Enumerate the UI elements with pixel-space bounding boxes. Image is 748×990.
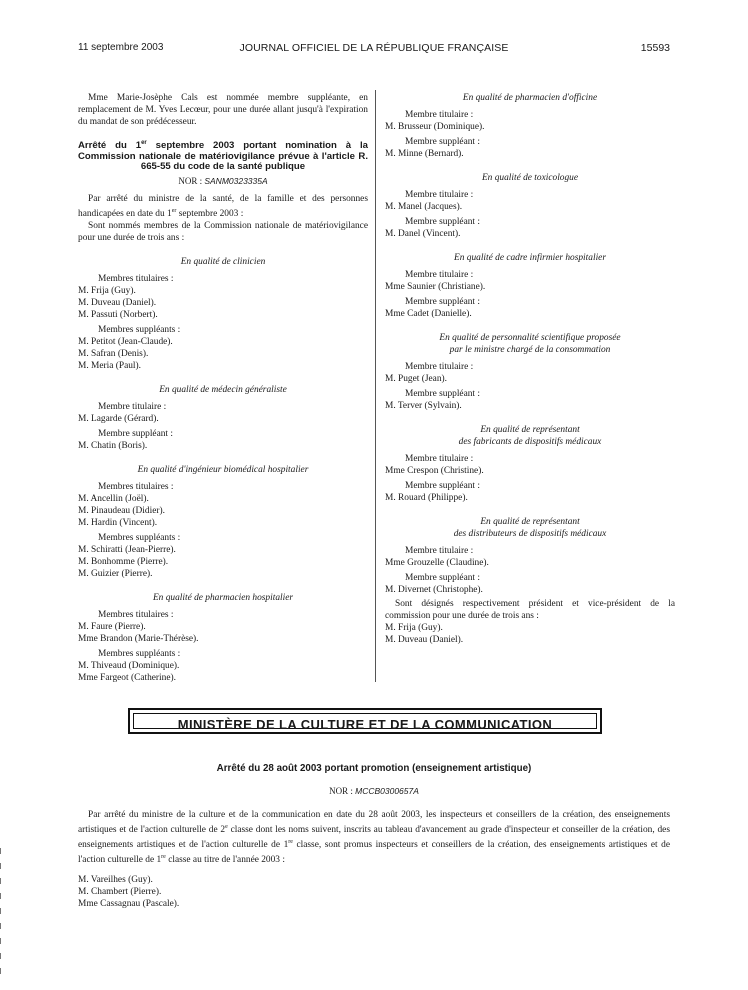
role-label: Membres suppléants : (98, 324, 181, 335)
member-name: M. Manel (Jacques). (385, 202, 463, 212)
closing-names (385, 622, 675, 646)
member-name: M. Thiveaud (Dominique). (78, 660, 180, 671)
section-heading: En qualité de clinicien (180, 256, 266, 267)
role-label: Membre titulaire : (405, 454, 474, 464)
bottom-nor-code: MCCB0300657A (355, 786, 419, 796)
page-header (78, 42, 670, 56)
ministry-banner (128, 708, 602, 734)
member-name: M. Hardin (Vincent). (78, 517, 158, 528)
member-name: Mme Fargeot (Catherine). (78, 672, 176, 683)
member-name: Mme Crespon (Christine). (385, 466, 484, 476)
column-divider (375, 90, 376, 682)
role-label: Membre titulaire : (405, 546, 474, 556)
role-label: Membre suppléant : (405, 137, 480, 147)
section-block (78, 592, 368, 684)
role-label: Membre titulaire : (405, 362, 474, 372)
bottom-nor-line (78, 785, 670, 797)
role-label: Membre suppléant : (405, 481, 480, 491)
role-label: Membre titulaire : (405, 110, 474, 120)
role-label: Membre suppléant : (405, 217, 480, 227)
member-name: M. Duveau (Daniel). (385, 635, 464, 645)
header-date: 11 septembre 2003 (78, 42, 164, 53)
promotion-text-a: Par arrêté du ministre de la culture et de la communication en date du 28 août 2003, les inspecteurs et conseillers de la création, des enseignements artistiques et de l'action culturelle de 2 (78, 810, 670, 836)
member-name: M. Petitot (Jean-Claude). (78, 336, 173, 347)
section-heading: En qualité d'ingénieur biomédical hospitalier (137, 464, 309, 475)
section-heading: En qualité de représentant (480, 517, 580, 527)
role-label: Membres titulaires : (98, 609, 174, 620)
promoted-name: M. Chambert (Pierre). (78, 887, 162, 898)
member-name: M. Minne (Bernard). (385, 149, 464, 159)
member-name: M. Puget (Jean). (385, 374, 447, 384)
member-name: M. Danel (Vincent). (385, 229, 461, 239)
member-name: M. Brusseur (Dominique). (385, 122, 485, 132)
member-name: Mme Grouzelle (Claudine). (385, 558, 489, 568)
nomination-paragraph: Sont nommés membres de la Commission nationale de matériovigilance pour une durée de trois ans : (78, 220, 368, 243)
role-label: Membres titulaires : (98, 273, 174, 284)
decree-text-a: Par arrêté du ministre de la santé, de la famille et des personnes handicapées en date du 1 (78, 193, 368, 219)
section-block (385, 172, 675, 240)
promotion-paragraph (78, 809, 670, 866)
member-name: M. Lagarde (Gérard). (78, 413, 159, 424)
role-label: Membres suppléants : (98, 532, 181, 543)
arrete-title (78, 138, 368, 173)
section-block (385, 332, 675, 412)
left-column (78, 92, 368, 684)
member-name: M. Pinaudeau (Didier). (78, 505, 165, 516)
member-name: M. Divernet (Christophe). (385, 585, 483, 595)
bottom-arrete-title: Arrêté du 28 août 2003 portant promotion (enseignement artistique) (216, 763, 532, 774)
section-heading: des distributeurs de dispositifs médicaux (453, 529, 607, 539)
intro-paragraph: Mme Marie-Josèphe Cals est nommée membre suppléante, en remplacement de M. Yves Lecœur, pour une durée allant jusqu'à l'expiration du mandat de son prédécesseur. (78, 93, 368, 127)
member-name: Mme Cadet (Danielle). (385, 309, 472, 319)
arrete-title-sup: er (141, 140, 147, 146)
role-label: Membres suppléants : (98, 648, 181, 659)
arrete-title-part2: septembre 2003 portant nomination à la Commission nationale de matériovigilance prévue à l'article R. 665-55 du code de la santé publique (78, 140, 368, 173)
member-name: M. Rouard (Philippe). (385, 493, 468, 503)
section-block (78, 464, 368, 580)
section-heading: En qualité de médecin généraliste (159, 384, 287, 395)
section-heading: En qualité de pharmacien hospitalier (152, 592, 294, 603)
bottom-nor-label: NOR : (329, 786, 356, 796)
member-name: Mme Brandon (Marie-Thérèse). (78, 633, 199, 644)
role-label: Membre suppléant : (98, 428, 173, 439)
section-heading: par le ministre chargé de la consommation (449, 345, 611, 355)
role-label: Membre suppléant : (405, 389, 480, 399)
promoted-name: M. Vareilhes (Guy). (78, 875, 153, 886)
member-name: M. Bonhomme (Pierre). (78, 556, 169, 567)
page-number: 15593 (640, 42, 670, 54)
scan-margin-marks (0, 848, 2, 983)
role-label: Membre titulaire : (405, 190, 474, 200)
role-label: Membres titulaires : (98, 481, 174, 492)
ministry-title: MINISTÈRE DE LA CULTURE ET DE LA COMMUNICATION (177, 717, 553, 732)
promotion-text-b: classe dont les noms suivent, inscrits au tableau d'avancement au grade d'inspecteur et conseiller de la création, des enseignements artistiques et de l'action culturelle de 1 (78, 825, 670, 851)
closing-paragraph: Sont désignés respectivement président et vice-président de la commission pour une durée de trois ans : (385, 599, 675, 621)
member-name: M. Passuti (Norbert). (78, 309, 158, 320)
nor-label: NOR : (178, 175, 205, 186)
section-block (385, 424, 675, 504)
section-heading: En qualité de personnalité scientifique proposée (439, 333, 621, 343)
decree-paragraph (78, 193, 368, 220)
decree-sup: er (171, 207, 177, 214)
role-label: Membre suppléant : (405, 573, 480, 583)
section-block (385, 252, 675, 320)
member-name: M. Ancellin (Joël). (78, 493, 149, 504)
member-name: M. Schiratti (Jean-Pierre). (78, 544, 176, 555)
member-name: M. Terver (Sylvain). (385, 401, 462, 411)
promotion-sup1: e (225, 824, 228, 830)
section-block (78, 256, 368, 372)
role-label: Membre titulaire : (98, 401, 167, 412)
member-name: M. Guizier (Pierre). (78, 568, 153, 579)
promotion-text-d: classe au titre de l'année 2003 : (165, 855, 285, 866)
section-block (385, 92, 675, 160)
section-block (78, 384, 368, 452)
decree-text-b: septembre 2003 : (176, 208, 244, 219)
section-heading: En qualité de toxicologue (481, 173, 579, 183)
nor-line (78, 175, 368, 187)
member-name: M. Frija (Guy). (78, 285, 136, 296)
member-name: M. Frija (Guy). (385, 623, 443, 633)
promoted-names (78, 874, 670, 910)
member-name: M. Duveau (Daniel). (78, 297, 157, 308)
promotion-sup2: re (288, 839, 293, 846)
member-name: Mme Saunier (Christiane). (385, 282, 486, 292)
right-sections (385, 92, 675, 596)
section-block (385, 516, 675, 596)
journal-title: JOURNAL OFFICIEL DE LA RÉPUBLIQUE FRANÇAISE (239, 42, 509, 54)
role-label: Membre suppléant : (405, 297, 480, 307)
member-name: M. Safran (Denis). (78, 348, 149, 359)
section-heading: En qualité de représentant (480, 425, 580, 435)
arrete-title-part1: Arrêté du 1 (78, 140, 142, 152)
promotion-text-c: classe, sont promus inspecteurs et conseillers de la création, des enseignements artistiques et de l'action culturelle de 1 (78, 840, 670, 866)
nor-code: SANM0323335A (204, 175, 268, 186)
role-label: Membre titulaire : (405, 270, 474, 280)
member-name: M. Chatin (Boris). (78, 440, 148, 451)
right-column (385, 92, 675, 646)
section-heading: En qualité de pharmacien d'officine (462, 93, 598, 103)
member-name: M. Meria (Paul). (78, 360, 142, 371)
promoted-name: Mme Cassagnau (Pascale). (78, 899, 180, 910)
left-sections (78, 256, 368, 684)
section-heading: des fabricants de dispositifs médicaux (458, 437, 602, 447)
section-heading: En qualité de cadre infirmier hospitalier (454, 253, 606, 263)
bottom-section (78, 763, 670, 910)
promotion-sup3: re (161, 854, 166, 861)
member-name: M. Faure (Pierre). (78, 621, 146, 632)
